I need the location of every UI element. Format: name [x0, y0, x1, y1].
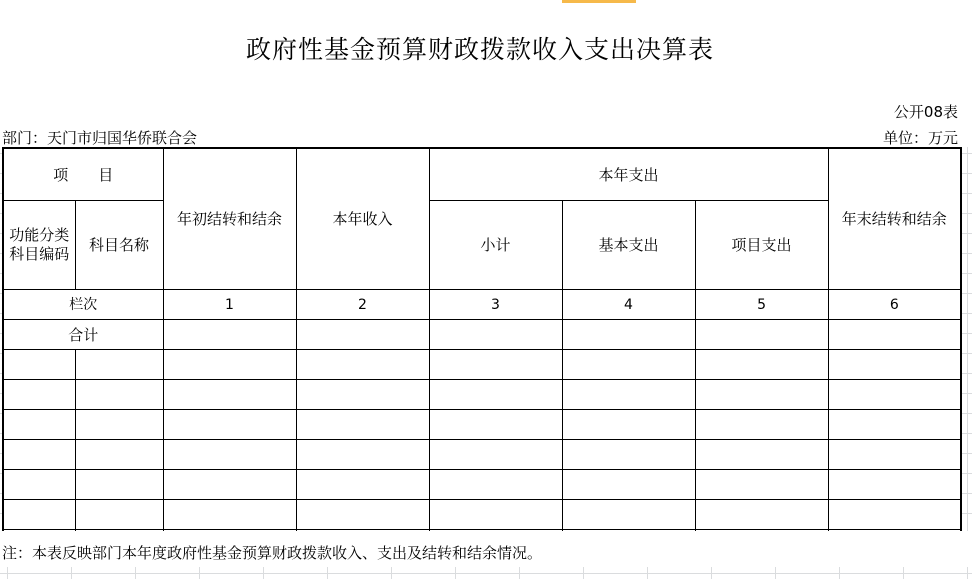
table-cell[interactable]	[296, 350, 429, 380]
table-row	[3, 380, 961, 410]
table-cell[interactable]	[429, 440, 562, 470]
table-cell[interactable]	[429, 320, 562, 350]
table-cell[interactable]	[3, 350, 75, 380]
table-cell[interactable]	[429, 410, 562, 440]
table-cell[interactable]	[695, 380, 828, 410]
table-cell[interactable]	[296, 500, 429, 530]
table-cell[interactable]	[828, 470, 961, 500]
table-cell[interactable]	[429, 380, 562, 410]
table-cell[interactable]	[3, 380, 75, 410]
table-cell[interactable]	[163, 440, 296, 470]
column-number[interactable]: 3	[429, 290, 562, 320]
table-cell[interactable]	[429, 500, 562, 530]
header-subtotal[interactable]: 小计	[429, 201, 562, 290]
table-cell[interactable]	[3, 410, 75, 440]
table-cell[interactable]	[828, 500, 961, 530]
table-row	[3, 440, 961, 470]
header-opening-balance[interactable]: 年初结转和结余	[163, 148, 296, 290]
table-cell[interactable]	[562, 410, 695, 440]
table-cell[interactable]	[828, 410, 961, 440]
table-cell[interactable]	[695, 350, 828, 380]
table-cell[interactable]	[562, 380, 695, 410]
header-current-expense[interactable]: 本年支出	[429, 148, 828, 201]
column-number[interactable]: 5	[695, 290, 828, 320]
table-cell[interactable]	[828, 380, 961, 410]
table-cell[interactable]	[695, 500, 828, 530]
table-cell[interactable]	[75, 470, 163, 500]
table-cell[interactable]	[296, 320, 429, 350]
table-code: 公开08表	[893, 103, 958, 121]
table-cell[interactable]	[296, 470, 429, 500]
header-item[interactable]: 项 目	[3, 148, 163, 201]
column-number[interactable]: 1	[163, 290, 296, 320]
header-current-income[interactable]: 本年收入	[296, 148, 429, 290]
total-label[interactable]: 合计	[3, 320, 163, 350]
column-number[interactable]: 4	[562, 290, 695, 320]
header-subject-name[interactable]: 科目名称	[75, 201, 163, 290]
table-cell[interactable]	[562, 500, 695, 530]
selected-column-indicator	[562, 0, 636, 3]
table-cell[interactable]	[75, 380, 163, 410]
column-index-label[interactable]: 栏次	[3, 290, 163, 320]
table-cell[interactable]	[695, 410, 828, 440]
table-cell[interactable]	[75, 440, 163, 470]
table-cell[interactable]	[429, 350, 562, 380]
table-cell[interactable]	[3, 470, 75, 500]
total-row	[3, 320, 961, 350]
report-table-wrap	[2, 147, 960, 561]
table-cell[interactable]	[163, 350, 296, 380]
table-cell[interactable]	[828, 350, 961, 380]
table-cell[interactable]	[695, 440, 828, 470]
report-title: 政府性基金预算财政拨款收入支出决算表	[245, 35, 714, 64]
header-basic-expense[interactable]: 基本支出	[562, 201, 695, 290]
column-number[interactable]: 2	[296, 290, 429, 320]
table-cell[interactable]	[163, 320, 296, 350]
table-cell[interactable]	[3, 440, 75, 470]
table-cell[interactable]	[3, 500, 75, 530]
table-cell[interactable]	[562, 470, 695, 500]
table-row	[3, 410, 961, 440]
table-cell[interactable]	[75, 410, 163, 440]
table-cell[interactable]	[163, 380, 296, 410]
table-cell[interactable]	[296, 440, 429, 470]
table-cell[interactable]	[828, 320, 961, 350]
table-cell[interactable]	[429, 470, 562, 500]
table-cell[interactable]	[163, 500, 296, 530]
table-row	[3, 500, 961, 530]
column-index-row	[3, 290, 961, 320]
footnote: 注：本表反映部门本年度政府性基金预算财政拨款收入、支出及结转和结余情况。	[2, 544, 543, 562]
report-table	[2, 147, 962, 561]
table-cell[interactable]	[562, 350, 695, 380]
table-cell[interactable]	[695, 470, 828, 500]
header-closing-balance[interactable]: 年末结转和结余	[828, 148, 961, 290]
table-cell[interactable]	[296, 410, 429, 440]
header-func-code[interactable]: 功能分类科目编码	[3, 201, 75, 290]
table-row	[3, 470, 961, 500]
unit-label: 单位：万元	[882, 129, 958, 147]
table-cell[interactable]	[695, 320, 828, 350]
table-cell[interactable]	[75, 500, 163, 530]
column-number[interactable]: 6	[828, 290, 961, 320]
header-project-expense[interactable]: 项目支出	[695, 201, 828, 290]
table-cell[interactable]	[296, 380, 429, 410]
table-cell[interactable]	[562, 440, 695, 470]
table-cell[interactable]	[75, 350, 163, 380]
table-cell[interactable]	[828, 440, 961, 470]
table-row	[3, 350, 961, 380]
table-cell[interactable]	[163, 470, 296, 500]
department-label: 部门：天门市归国华侨联合会	[2, 129, 198, 147]
table-cell[interactable]	[163, 410, 296, 440]
table-cell[interactable]	[562, 320, 695, 350]
